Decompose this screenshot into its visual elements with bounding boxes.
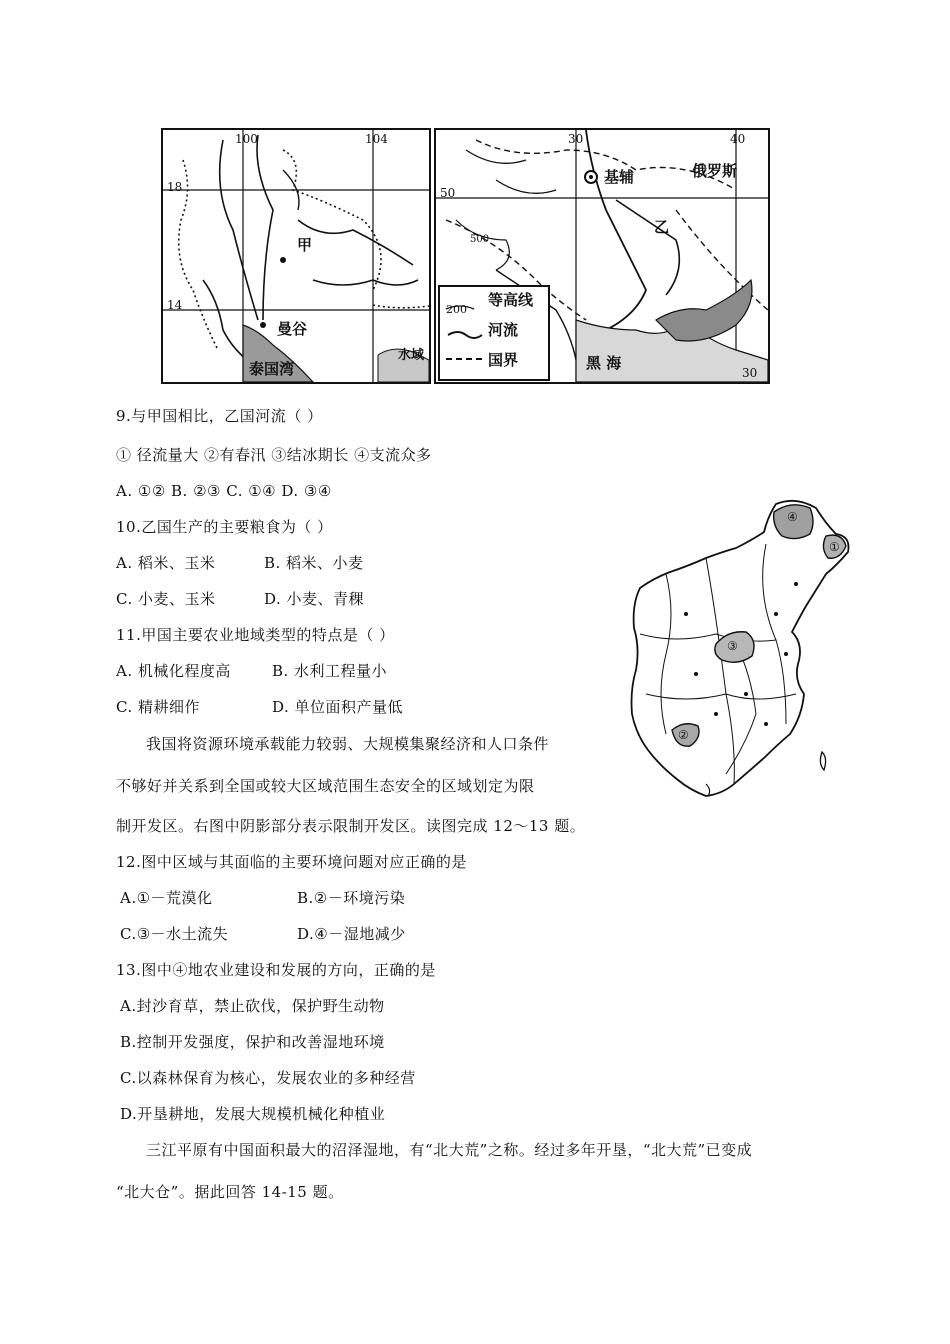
intro2-paragraph-line-1: 三江平原有中国面积最大的沼泽湿地，有“北大荒”之称。经过多年开垦，“北大荒”已变成 <box>146 1141 753 1159</box>
intro2-paragraph-line-2: “北大仓”。据此回答 14-15 题。 <box>116 1183 344 1201</box>
question-12-option-b: B.②－环境污染 <box>297 889 406 907</box>
question-13-option-b: B.控制开发强度，保护和改善湿地环境 <box>120 1033 385 1051</box>
intro-paragraph-line-1: 我国将资源环境承载能力较弱、大规模集聚经济和人口条件 <box>146 735 550 753</box>
black-sea-label: 黑 海 <box>586 354 622 372</box>
region-3-label: ③ <box>727 639 738 653</box>
longitude-104-label: 104 <box>365 132 388 146</box>
longitude-30-label: 30 <box>568 132 584 146</box>
question-11-option-d: D. 单位面积产量低 <box>272 698 404 716</box>
latitude-30-label: 30 <box>742 366 758 380</box>
question-10-option-a: A. 稻米、玉米 <box>116 554 216 572</box>
longitude-100-label: 100 <box>235 132 258 146</box>
question-10: 10.乙国生产的主要粮食为（ ） <box>116 518 333 536</box>
china-map <box>626 494 858 800</box>
question-11-option-b: B. 水利工程量小 <box>272 662 388 680</box>
legend-border-label: 国界 <box>488 351 519 369</box>
region-2-label: ② <box>678 728 689 742</box>
legend-contour-label: 等高线 <box>488 291 534 309</box>
russia-label: 俄罗斯 <box>692 162 738 180</box>
map-legend <box>438 285 550 381</box>
question-10-option-b: B. 稻米、小麦 <box>264 554 364 572</box>
question-13-option-a: A.封沙育草，禁止砍伐，保护野生动物 <box>120 997 385 1015</box>
legend-river-label: 河流 <box>488 321 519 339</box>
latitude-18-label: 18 <box>167 180 183 194</box>
china-map-drawing <box>626 494 858 800</box>
thailand-map-drawing <box>163 130 429 382</box>
contour-500-label: 500 <box>470 234 490 245</box>
question-10-option-c: C. 小麦、玉米 <box>116 590 216 608</box>
ukraine-map <box>434 128 770 384</box>
intro-paragraph-line-2: 不够好并关系到全国或较大区域范围生态安全的区域划定为限 <box>116 777 535 795</box>
country-yi-label: 乙 <box>654 218 670 236</box>
region-4-label: ④ <box>787 510 798 524</box>
gulf-of-thailand-label: 泰国湾 <box>249 360 295 378</box>
question-9: 9.与甲国相比，乙国河流（ ） <box>116 407 323 425</box>
question-11-option-c: C. 精耕细作 <box>116 698 200 716</box>
question-9-statements: ① 径流量大 ②有春汛 ③结冰期长 ④支流众多 <box>116 446 432 464</box>
question-12-option-a: A.①－荒漠化 <box>120 889 213 907</box>
question-9-options: A. ①② B. ②③ C. ①④ D. ③④ <box>116 482 332 500</box>
kyiv-label: 基辅 <box>604 168 635 186</box>
question-13: 13.图中④地农业建设和发展的方向，正确的是 <box>116 961 436 979</box>
legend-contour-value: 200 <box>446 303 467 316</box>
question-12-option-c: C.③－水土流失 <box>120 925 229 943</box>
latitude-50-label: 50 <box>440 186 456 200</box>
question-11-option-a: A. 机械化程度高 <box>116 662 231 680</box>
latitude-14-label: 14 <box>167 298 183 312</box>
question-13-option-d: D.开垦耕地，发展大规模机械化种植业 <box>120 1105 386 1123</box>
question-10-option-d: D. 小麦、青稞 <box>264 590 365 608</box>
intro-paragraph-line-3: 制开发区。右图中阴影部分表示限制开发区。读图完成 12～13 题。 <box>116 817 586 835</box>
thailand-map <box>161 128 431 384</box>
region-1-label: ① <box>829 540 840 554</box>
question-12-option-d: D.④－湿地减少 <box>297 925 406 943</box>
question-13-option-c: C.以森林保育为核心，发展农业的多种经营 <box>120 1069 416 1087</box>
water-area-label: 水域 <box>398 348 425 363</box>
question-12: 12.图中区域与其面临的主要环境问题对应正确的是 <box>116 853 467 871</box>
longitude-40-label: 40 <box>730 132 746 146</box>
bangkok-label: 曼谷 <box>277 320 308 338</box>
country-jia-label: 甲 <box>297 236 313 254</box>
question-11: 11.甲国主要农业地域类型的特点是（ ） <box>116 626 395 644</box>
